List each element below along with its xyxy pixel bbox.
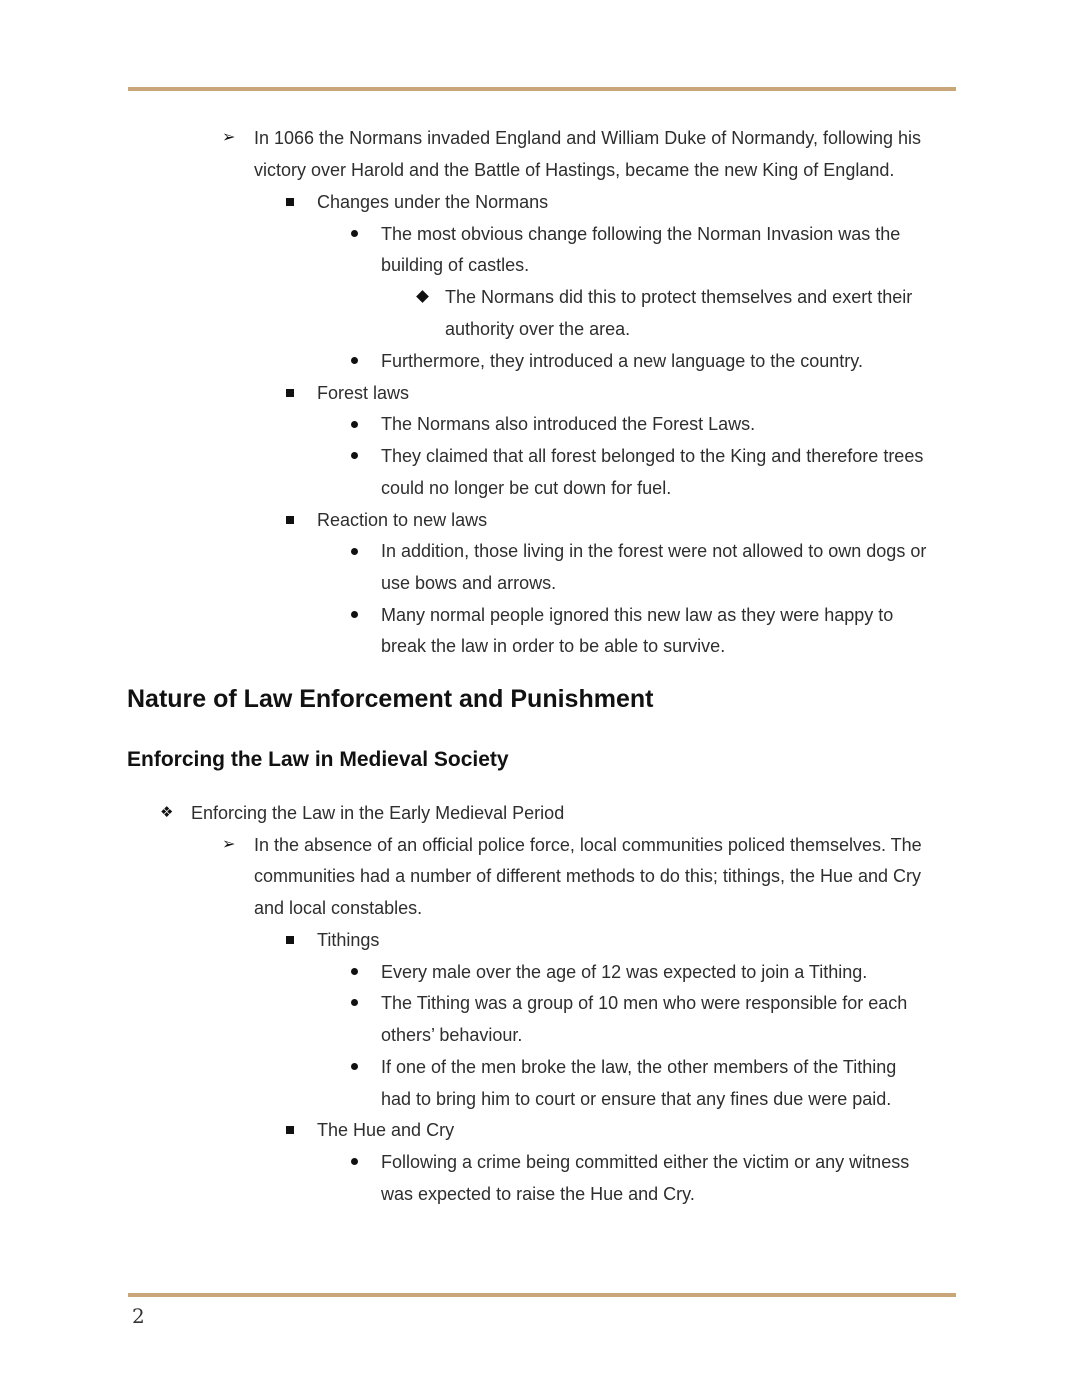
diamond-bullet-icon: [416, 290, 429, 303]
round-bullet-icon: [351, 999, 358, 1006]
arrow-bullet-icon: ➢: [222, 836, 236, 853]
round-bullet-icon: [351, 968, 358, 975]
castles-line-2: building of castles.: [381, 255, 530, 275]
hue-detail-line-1: Following a crime being committed either the victim or any witness: [381, 1152, 910, 1172]
round-bullet-icon: [351, 548, 358, 555]
reaction-addition-line-2: use bows and arrows.: [381, 573, 557, 593]
section-heading: Nature of Law Enforcement and Punishment: [127, 685, 654, 713]
tithing-law-line-2: had to bring him to court or ensure that any fines due were paid.: [381, 1089, 892, 1109]
intro-line-1: In 1066 the Normans invaded England and William Duke of Normandy, following his: [254, 128, 922, 148]
forest-claim-line-1: They claimed that all forest belonged to the King and therefore trees: [381, 446, 924, 466]
tithing-law-line-1: If one of the men broke the law, the other members of the Tithing: [381, 1057, 897, 1077]
round-bullet-icon: [351, 1063, 358, 1070]
fleuron-bullet-icon: ❖: [160, 804, 174, 821]
language-line: Furthermore, they introduced a new language to the country.: [381, 351, 863, 371]
castles-detail-line-2: authority over the area.: [445, 319, 631, 339]
castles-line-1: The most obvious change following the Norman Invasion was the: [381, 224, 901, 244]
square-bullet-icon: [286, 1126, 294, 1134]
enforcement-intro-line-3: and local constables.: [254, 898, 423, 918]
forest-heading: Forest laws: [317, 383, 410, 403]
reaction-addition-line-1: In addition, those living in the forest were not allowed to own dogs or: [381, 541, 927, 561]
square-bullet-icon: [286, 516, 294, 524]
bottom-divider: [128, 1293, 956, 1297]
tithing-group-line-2: others’ behaviour.: [381, 1025, 523, 1045]
round-bullet-icon: [351, 1158, 358, 1165]
square-bullet-icon: [286, 936, 294, 944]
tithings-heading: Tithings: [317, 930, 380, 950]
round-bullet-icon: [351, 357, 358, 364]
enforcement-intro-line-1: In the absence of an official police force, local communities policed themselves. The: [254, 835, 922, 855]
hue-heading: The Hue and Cry: [317, 1120, 455, 1140]
arrow-bullet-icon: ➢: [222, 129, 236, 146]
round-bullet-icon: [351, 452, 358, 459]
reaction-ignore-line-2: break the law in order to be able to survive.: [381, 636, 726, 656]
round-bullet-icon: [351, 611, 358, 618]
round-bullet-icon: [351, 230, 358, 237]
enforcement-intro-line-2: communities had a number of different methods to do this; tithings, the Hue and Cry: [254, 866, 922, 886]
tithing-age-line: Every male over the age of 12 was expected to join a Tithing.: [381, 962, 868, 982]
square-bullet-icon: [286, 198, 294, 206]
square-bullet-icon: [286, 389, 294, 397]
forest-intro-line: The Normans also introduced the Forest Laws.: [381, 414, 756, 434]
period-heading: Enforcing the Law in the Early Medieval Period: [191, 803, 565, 823]
reaction-ignore-line-1: Many normal people ignored this new law as they were happy to: [381, 605, 894, 625]
castles-detail-line-1: The Normans did this to protect themselves and exert their: [445, 287, 913, 307]
round-bullet-icon: [351, 421, 358, 428]
page-number: 2: [132, 1304, 145, 1328]
reaction-heading: Reaction to new laws: [317, 510, 488, 530]
top-divider: [128, 87, 956, 91]
hue-detail-line-2: was expected to raise the Hue and Cry.: [381, 1184, 695, 1204]
changes-heading: Changes under the Normans: [317, 192, 549, 212]
tithing-group-line-1: The Tithing was a group of 10 men who were responsible for each: [381, 993, 908, 1013]
section-subheading: Enforcing the Law in Medieval Society: [127, 748, 509, 771]
forest-claim-line-2: could no longer be cut down for fuel.: [381, 478, 672, 498]
intro-line-2: victory over Harold and the Battle of Hastings, became the new King of England.: [254, 160, 895, 180]
